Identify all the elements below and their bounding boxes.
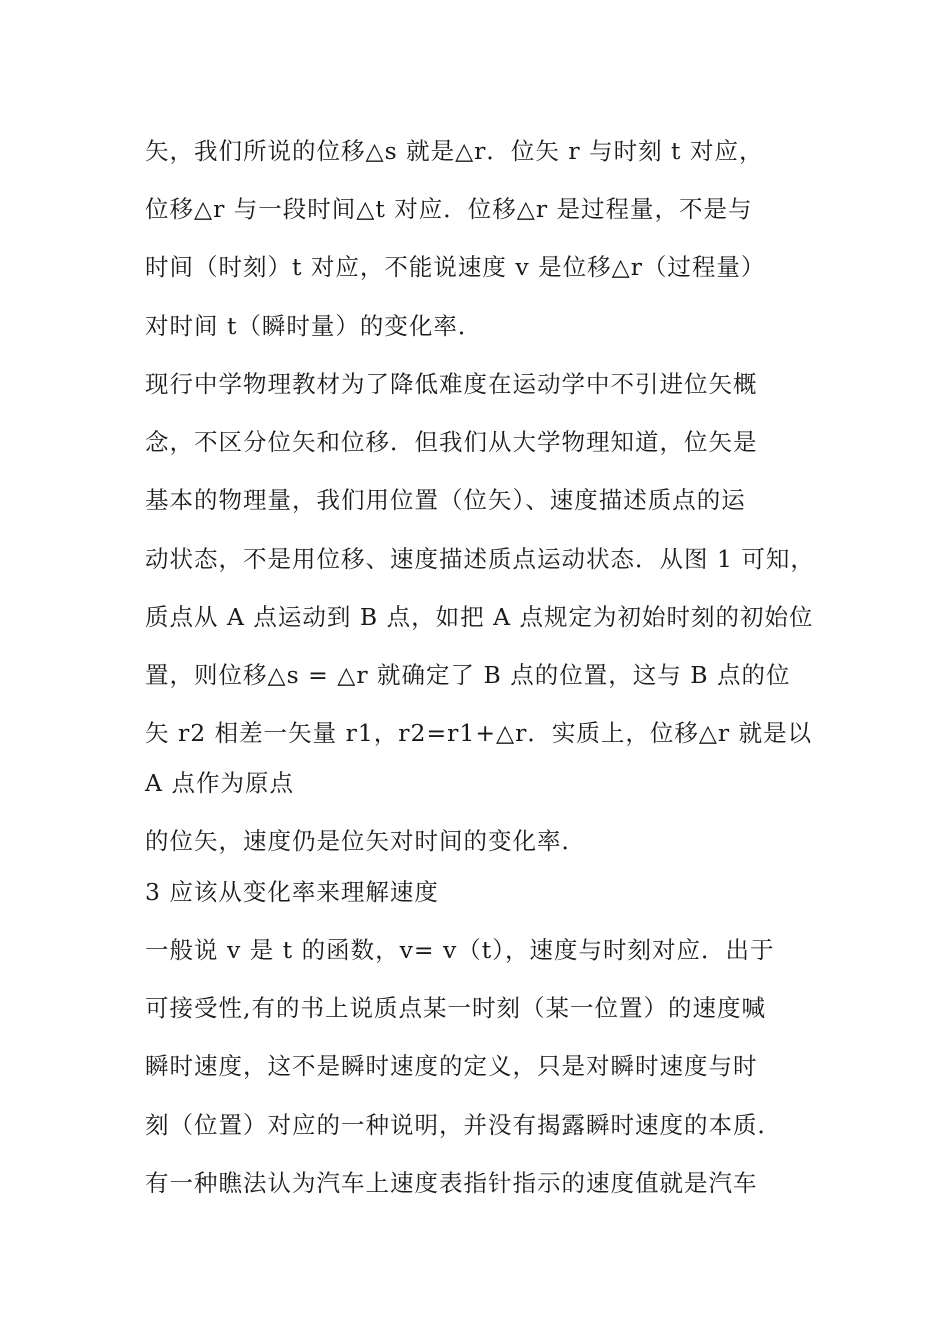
text-line: 矢 r2 相差一矢量 r1，r2=r1+△r．实质上，位移△r 就是以: [145, 719, 813, 747]
text-line: 可接受性,有的书上说质点某一时刻（某一位置）的速度喊: [145, 994, 766, 1022]
text-line: 基本的物理量，我们用位置（位矢）、速度描述质点的运: [145, 486, 746, 514]
text-line: 置，则位移△s = △r 就确定了 B 点的位置，这与 B 点的位: [145, 661, 791, 689]
text-line: 时间（时刻）t 对应，不能说速度 v 是位移△r（过程量）: [145, 253, 766, 281]
text-line: 矢，我们所说的位移△s 就是△r．位矢 r 与时刻 t 对应，: [145, 137, 764, 165]
text-line: 现行中学物理教材为了降低难度在运动学中不引进位矢概: [145, 370, 758, 398]
text-line: 瞬时速度，这不是瞬时速度的定义，只是对瞬时速度与时: [145, 1052, 758, 1080]
text-line: 一般说 v 是 t 的函数，v= v（t），速度与时刻对应．出于: [145, 936, 775, 964]
section-heading: 3 应该从变化率来理解速度: [145, 878, 439, 906]
text-line: 动状态，不是用位移、速度描述质点运动状态．从图 1 可知，: [145, 545, 815, 573]
text-line: 位移△r 与一段时间△t 对应．位移△r 是过程量，不是与: [145, 195, 753, 223]
text-line: 刻（位置）对应的一种说明，并没有揭露瞬时速度的本质．: [145, 1111, 782, 1139]
text-line: A 点作为原点: [145, 769, 294, 797]
text-line: 质点从 A 点运动到 B 点，如把 A 点规定为初始时刻的初始位: [145, 603, 814, 631]
text-line: 的位矢，速度仍是位矢对时间的变化率．: [145, 827, 586, 855]
text-line: 念，不区分位矢和位移．但我们从大学物理知道，位矢是: [145, 428, 758, 456]
text-line: 对时间 t（瞬时量）的变化率．: [145, 312, 483, 340]
text-line: 有一种瞧法认为汽车上速度表指针指示的速度值就是汽车: [145, 1169, 758, 1197]
